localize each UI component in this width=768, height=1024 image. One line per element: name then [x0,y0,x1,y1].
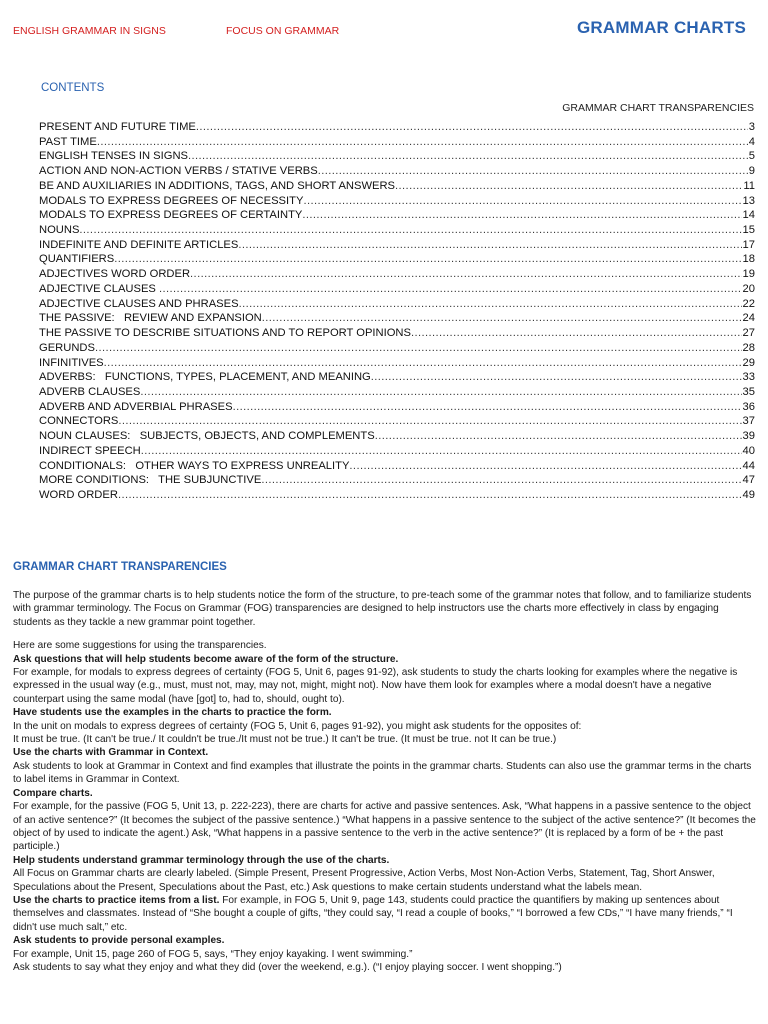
toc-dot-leader [238,238,741,253]
toc-entry[interactable] [39,135,755,150]
toc-entry-title: CONDITIONALS: OTHER WAYS TO EXPRESS UNREALITY [39,459,350,472]
toc-entry[interactable] [39,356,755,371]
toc-entry-page: 14 [742,209,755,222]
body-paragraph: Ask students to look at Grammar in Context and find examples that illustrate the points in the grammar charts. Students can also use the grammar terms in the charts to label items in Grammar in Context. [13,760,752,786]
toc-entry[interactable] [39,208,755,223]
toc-entry-title: WORD ORDER [39,488,118,501]
body-paragraph: The purpose of the grammar charts is to help students notice the form of the structure, to pre-teach some of the grammar notes that follow, and to familiarize students with grammar terminology. The Focus on Grammar (FOG) transparencies are designed to help instructors use the charts more effectively in class by engaging students as they tackle a new grammar point together. [13,590,752,628]
body-paragraph: For example, Unit 15, page 260 of FOG 5, says, “They enjoy kayaking. I went swimming.” [13,948,413,960]
body-paragraph: In the unit on modals to express degrees of certainty (FOG 5, Unit 6, pages 91-92), you might ask students for the opposites of: [13,720,582,732]
header-link-focus-on-grammar[interactable]: FOCUS ON GRAMMAR [226,25,340,37]
toc-entry-page: 28 [742,341,755,354]
toc-entry[interactable] [39,297,755,312]
paragraph-gap [13,629,758,639]
toc-dot-leader [262,311,742,326]
toc-entry-page: 36 [742,400,755,413]
toc-entry[interactable] [39,370,755,385]
toc-entry[interactable] [39,444,755,459]
toc-entry-title: ADVERBS: FUNCTIONS, TYPES, PLACEMENT, AND MEANING [39,371,371,384]
toc-dot-leader [118,488,742,503]
toc-entry-page: 19 [742,268,755,281]
table-of-contents [39,120,755,503]
toc-entry-page: 17 [742,238,755,251]
toc-dot-leader [114,252,741,267]
contents-subheading: GRAMMAR CHART TRANSPARENCIES [562,102,754,114]
toc-entry-page: 13 [742,194,755,207]
body-subheading: Compare charts. [13,787,93,799]
toc-entry[interactable] [39,459,755,474]
toc-entry-page: 20 [742,282,755,295]
toc-entry[interactable] [39,341,755,356]
body-inline-heading: Use the charts to practice items from a list. [13,894,220,906]
body-paragraph: It must be true. (It can't be true./ It couldn't be true./It must not be true.) It can't be true. (It must be true. not It can be true.) [13,734,557,746]
toc-dot-leader [318,164,748,179]
toc-dot-leader [196,120,748,135]
toc-entry[interactable] [39,223,755,238]
toc-dot-leader [79,223,741,238]
toc-dot-leader [349,459,741,474]
toc-entry-page: 3 [748,121,755,133]
toc-dot-leader [118,414,741,429]
toc-entry-title: ADJECTIVE CLAUSES [39,282,159,295]
toc-entry-title: PAST TIME [39,135,97,148]
toc-dot-leader [239,297,742,312]
toc-entry-page: 4 [748,135,755,148]
body-paragraph: All Focus on Grammar charts are clearly labeled. (Simple Present, Present Progressive, Action Verbs, Most Non-Action Verbs, Statement, Tag, Short Answer, Speculations about the Present, Speculations about the Past, etc.) Ask questions to make certain students understand what the labels mean. [13,868,715,893]
toc-entry-title: ACTION AND NON-ACTION VERBS / STATIVE VERBS [39,165,318,178]
toc-entry-title: ADJECTIVE CLAUSES AND PHRASES [39,297,239,310]
toc-entry-page: 49 [742,488,755,501]
toc-entry-page: 29 [742,356,755,369]
toc-entry-title: ADJECTIVES WORD ORDER [39,268,191,281]
toc-dot-leader [411,326,742,341]
toc-entry[interactable] [39,149,755,164]
toc-entry-title: PRESENT AND FUTURE TIME [39,121,196,133]
toc-dot-leader [190,267,742,282]
section-title: GRAMMAR CHART TRANSPARENCIES [13,561,227,573]
toc-entry[interactable] [39,238,755,253]
toc-entry-title: INDEFINITE AND DEFINITE ARTICLES [39,238,239,251]
body-paragraph [13,894,758,934]
body-paragraph: Ask students to say what they enjoy and what they did (over the weekend, e.g.). (“I enjoy playing soccer. I went shopping.”) [13,961,562,973]
toc-dot-leader [233,400,742,415]
toc-entry[interactable] [39,194,755,209]
toc-entry-page: 40 [742,444,755,457]
toc-entry-title: NOUN CLAUSES: SUBJECTS, OBJECTS, AND COMPLEMENTS [39,430,375,443]
toc-entry-page: 11 [743,179,755,192]
toc-entry-title: INFINITIVES [39,356,104,369]
toc-entry[interactable] [39,326,755,341]
toc-entry[interactable] [39,120,755,135]
toc-dot-leader [95,341,742,356]
toc-entry-page: 27 [742,327,755,340]
toc-entry[interactable] [39,164,755,179]
toc-entry-page: 33 [742,371,755,384]
toc-entry-title: ENGLISH TENSES IN SIGNS [39,150,188,163]
toc-entry-title: MODALS TO EXPRESS DEGREES OF NECESSITY [39,194,304,207]
toc-entry-page: 9 [748,165,755,178]
header-link-english-grammar-in-signs[interactable]: ENGLISH GRAMMAR IN SIGNS [13,25,166,37]
toc-entry[interactable] [39,385,755,400]
toc-entry-title: ADVERB AND ADVERBIAL PHRASES [39,400,233,413]
body-subheading: Help students understand grammar terminology through the use of the charts. [13,854,390,866]
toc-dot-leader [261,473,741,488]
toc-entry[interactable] [39,414,755,429]
toc-entry-title: THE PASSIVE TO DESCRIBE SITUATIONS AND TO REPORT OPINIONS [39,327,411,340]
toc-entry[interactable] [39,429,755,444]
toc-entry-page: 35 [742,385,755,398]
toc-entry[interactable] [39,488,755,503]
toc-entry-title: GERUNDS [39,341,95,354]
toc-entry[interactable] [39,282,755,297]
body-text: For example, in FOG 5, Unit 9, page 143, students could practice the quantifiers by making up sentences about themselves and classmates. Instead of “She bought a couple of gifts, “they could say, “I read a couple of books,” “I borrowed a few CDs,” “I have many friends,” “I didn't use much salt,” etc. [13,894,733,933]
body-paragraph: Here are some suggestions for using the transparencies. [13,640,267,652]
toc-entry-title: MORE CONDITIONS: THE SUBJUNCTIVE [39,474,262,487]
toc-entry-page: 22 [742,297,755,310]
body-subheading: Have students use the examples in the charts to practice the form. [13,707,332,719]
body-paragraph: For example, for the passive (FOG 5, Unit 13, p. 222-223), there are charts for active and passive sentences. Ask, “What happens in a passive sentence to the object of an active sentence?” (It becomes the subject of the passive sentence.) “What happens in a passive sentence to the subject of the active sentence?” (It becomes the object of by used to indicate the agent.) Ask, “What happens in a passive sentence to the verb in the active sentence?” (It is replaced by a form of be + the past participle.) [13,801,756,853]
toc-dot-leader [188,149,748,164]
section-body [13,589,758,974]
toc-dot-leader [141,444,742,459]
toc-entry-page: 5 [748,150,755,163]
toc-entry-title: ADVERB CLAUSES [39,385,141,398]
toc-dot-leader [395,179,742,194]
toc-dot-leader [371,370,742,385]
toc-dot-leader [97,135,748,150]
body-subheading: Ask students to provide personal examples. [13,935,225,947]
toc-entry[interactable] [39,311,755,326]
toc-entry[interactable] [39,473,755,488]
toc-dot-leader [104,356,742,371]
toc-dot-leader [303,194,741,209]
toc-entry-page: 37 [742,415,755,428]
toc-entry-page: 24 [742,312,755,325]
toc-entry-page: 18 [742,253,755,266]
body-paragraph: For example, for modals to express degrees of certainty (FOG 5, Unit 6, pages 91-92), ask students to study the charts looking for examples where the negative is expressed in the usual way (e.g., must, must not, may, may not, might, might not). Now have them look for examples where a modal doesn't have a negative counterpart using the same modal (have [got] to, had to, should, ought to). [13,667,738,705]
toc-entry[interactable] [39,400,755,415]
toc-entry-title: MODALS TO EXPRESS DEGREES OF CERTAINTY [39,209,303,222]
toc-entry-title: QUANTIFIERS [39,253,115,266]
toc-entry-page: 47 [742,474,755,487]
page-title: GRAMMAR CHARTS [576,18,746,37]
toc-dot-leader [140,385,741,400]
toc-dot-leader [302,208,741,223]
toc-entry-title: BE AND AUXILIARIES IN ADDITIONS, TAGS, AND SHORT ANSWERS [39,179,396,192]
toc-entry-title: INDIRECT SPEECH [39,444,141,457]
toc-entry-page: 44 [742,459,755,472]
body-subheading: Ask questions that will help students become aware of the form of the structure. [13,653,399,665]
toc-dot-leader [159,282,742,297]
toc-dot-leader [375,429,742,444]
toc-entry-page: 15 [742,224,755,237]
toc-entry[interactable] [39,267,755,282]
toc-entry[interactable] [39,252,755,267]
toc-entry-title: NOUNS [39,224,80,237]
body-subheading: Use the charts with Grammar in Context. [13,747,209,759]
toc-entry-title: THE PASSIVE: REVIEW AND EXPANSION [39,312,262,325]
toc-entry-page: 39 [742,430,755,443]
toc-entry[interactable] [39,179,755,194]
contents-heading: CONTENTS [41,82,105,94]
page-header [0,0,768,60]
toc-entry-title: CONNECTORS [39,415,119,428]
